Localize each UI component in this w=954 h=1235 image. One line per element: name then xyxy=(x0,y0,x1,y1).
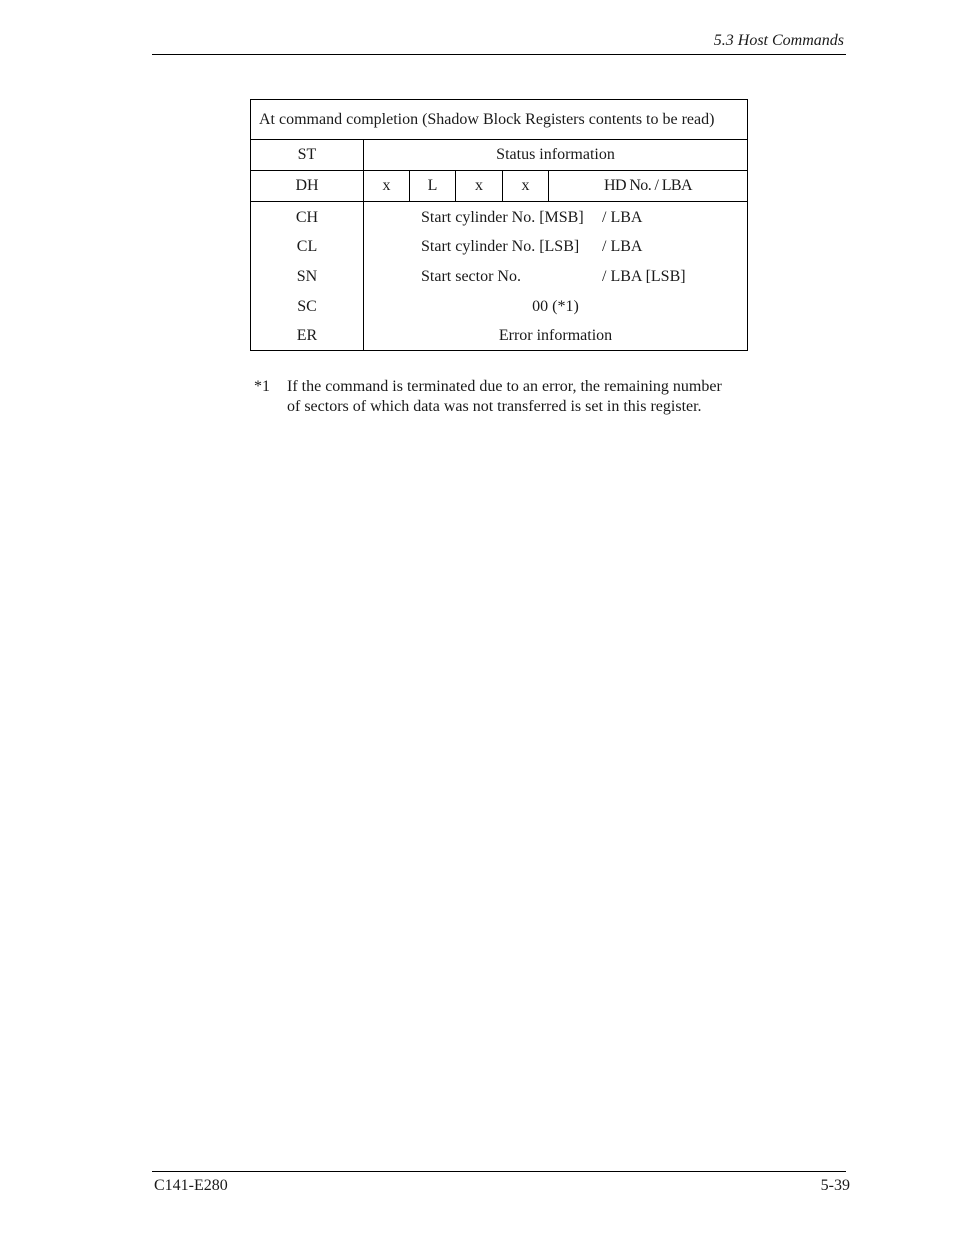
register-label-cl: CL xyxy=(296,238,318,256)
dh-bit-4: x xyxy=(503,171,549,201)
page-number: 5-39 xyxy=(820,1177,850,1194)
register-value-sc: 00 (*1) xyxy=(532,297,579,315)
register-label-dh: DH xyxy=(295,177,319,194)
table-row-cl xyxy=(251,233,747,263)
register-table xyxy=(250,99,748,351)
table-row-sc xyxy=(251,292,747,322)
register-lba-sn: / LBA [LSB] xyxy=(602,267,686,285)
register-value-er: Error information xyxy=(498,327,613,345)
register-label-sn: SN xyxy=(296,267,318,285)
table-row-group xyxy=(251,202,747,350)
footer-rule xyxy=(152,1171,846,1172)
footnote xyxy=(254,377,734,417)
table-caption: At command completion (Shadow Block Registers contents to be read) xyxy=(251,100,747,140)
dh-bit-7: x xyxy=(364,171,410,201)
document-id: C141-E280 xyxy=(154,1177,228,1194)
register-label-st: ST xyxy=(297,146,317,163)
register-label-sc: SC xyxy=(297,297,317,315)
table-row-dh xyxy=(251,171,747,202)
header-rule xyxy=(152,54,846,55)
table-row-er xyxy=(251,321,747,351)
register-label-er: ER xyxy=(296,327,318,345)
register-value-st: Status information xyxy=(496,146,615,163)
register-label-ch: CH xyxy=(295,208,319,226)
table-row-ch xyxy=(251,203,747,233)
footnote-marker: *1 xyxy=(254,378,270,395)
footnote-text: If the command is terminated due to an error, the remaining number of sectors of which data was not transferred is set in this register. xyxy=(287,378,722,415)
dh-bit-5: x xyxy=(456,171,503,201)
table-row-sn xyxy=(251,262,747,292)
register-value-dh: HD No. / LBA xyxy=(604,177,692,194)
table-row-st xyxy=(251,140,747,171)
register-lba-cl: / LBA xyxy=(602,238,643,256)
register-value-sn: Start sector No. xyxy=(421,267,521,285)
register-lba-ch: / LBA xyxy=(602,208,643,226)
dh-bit-6: L xyxy=(410,171,456,201)
running-header: 5.3 Host Commands xyxy=(713,32,844,49)
register-value-ch: Start cylinder No. [MSB] xyxy=(421,208,584,226)
register-value-cl: Start cylinder No. [LSB] xyxy=(421,238,580,256)
